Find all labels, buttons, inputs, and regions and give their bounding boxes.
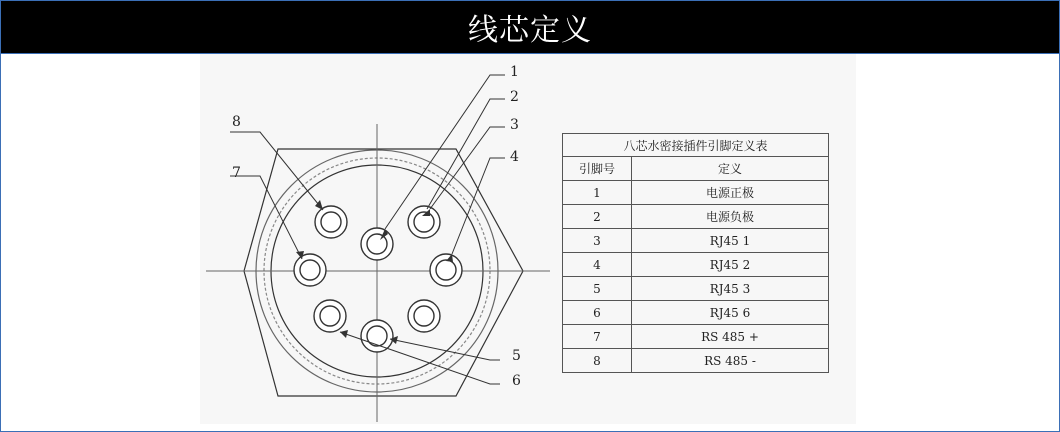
pin-7 <box>314 300 346 332</box>
callout-2: 2 <box>510 89 519 105</box>
pin-definition: RJ45 2 <box>632 253 829 277</box>
table-row <box>563 325 829 349</box>
page-title: 线芯定义 <box>468 13 592 48</box>
callout-6: 6 <box>512 373 521 389</box>
pin-definition: RJ45 6 <box>632 301 829 325</box>
pin-definition: 电源负极 <box>632 205 829 229</box>
pins-group <box>294 206 462 352</box>
title-bar <box>1 1 1059 54</box>
leader-2 <box>427 99 505 209</box>
column-header-pin: 引脚号 <box>563 157 632 181</box>
pin-definition: RJ45 1 <box>632 229 829 253</box>
pin-1 <box>361 228 393 260</box>
pin-2 <box>315 206 347 238</box>
table-row <box>563 277 829 301</box>
arrow-6 <box>340 330 348 338</box>
pin-definition-table <box>562 133 829 373</box>
table-row <box>563 181 829 205</box>
table-header-row <box>563 157 829 181</box>
pin-8 <box>294 254 326 286</box>
pin-number: 7 <box>563 325 632 349</box>
callout-1: 1 <box>510 64 519 80</box>
table-row <box>563 349 829 373</box>
pin-definition: RS 485 - <box>632 349 829 373</box>
pin-number: 8 <box>563 349 632 373</box>
pin-number: 6 <box>563 301 632 325</box>
column-header-definition: 定义 <box>632 157 829 181</box>
pin-number: 5 <box>563 277 632 301</box>
hex-nut-outline <box>244 149 523 396</box>
pin-definition: 电源正极 <box>632 181 829 205</box>
table-caption-row <box>563 134 829 157</box>
callout-5: 5 <box>512 348 521 364</box>
leader-5 <box>390 339 500 360</box>
pin-3 <box>408 206 440 238</box>
table-caption: 八芯水密接插件引脚定义表 <box>563 134 829 157</box>
pin-5 <box>408 300 440 332</box>
pin-number: 3 <box>563 229 632 253</box>
callout-7: 7 <box>232 165 241 181</box>
leader-7 <box>230 176 302 259</box>
pin-definition-table-wrap <box>562 133 829 373</box>
pin-definition: RJ45 3 <box>632 277 829 301</box>
pin-number: 1 <box>563 181 632 205</box>
pin-definition: RS 485 + <box>632 325 829 349</box>
pin-4 <box>430 254 462 286</box>
callout-3: 3 <box>510 117 519 133</box>
table-row <box>563 205 829 229</box>
table-row <box>563 253 829 277</box>
callout-8: 8 <box>232 114 241 130</box>
callout-4: 4 <box>510 149 519 165</box>
pin-6 <box>361 320 393 352</box>
table-row <box>563 229 829 253</box>
pin-number: 4 <box>563 253 632 277</box>
pin-number: 2 <box>563 205 632 229</box>
table-row <box>563 301 829 325</box>
